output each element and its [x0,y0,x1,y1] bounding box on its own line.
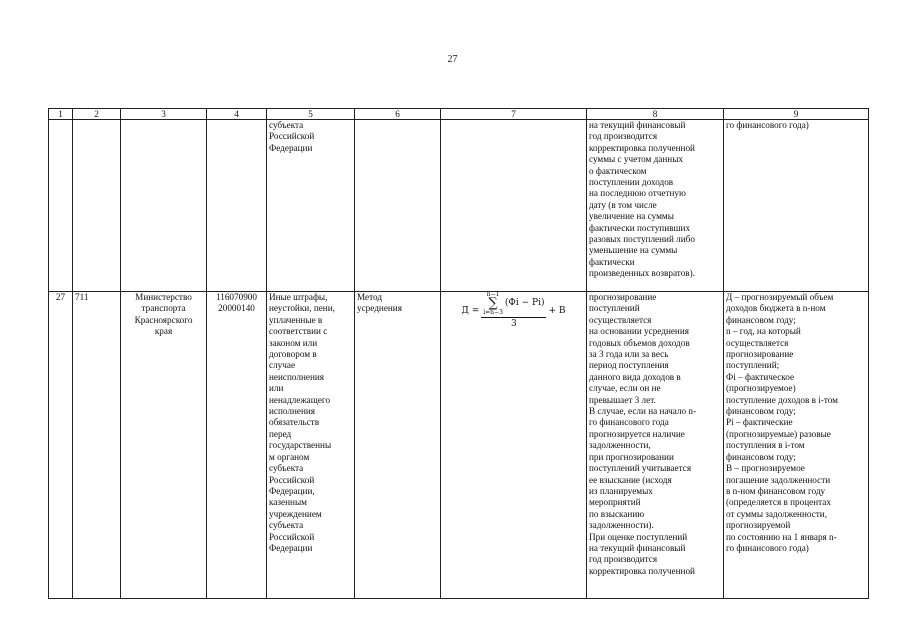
sum-lower-limit: i=n−3 [483,309,503,316]
formula-rhs: + В [548,305,566,316]
header-cell-2: 2 [73,109,121,120]
cell-kbk-code: 116070900 20000140 [207,292,267,599]
header-cell-9: 9 [724,109,869,120]
cell-admin-code: 711 [73,292,121,599]
table-row-27 [49,292,869,599]
cell-administrator: Министерство транспорта Красноярского края [121,292,207,599]
header-cell-5: 5 [267,109,355,120]
sum-body: (Фi − Pi) [504,298,545,309]
header-cell-7: 7 [441,109,587,120]
cell-calculation-method: Метод усреднения [355,292,441,599]
cell-empty [441,120,587,292]
cell-empty [73,120,121,292]
sum-upper-limit: n−1 [486,291,500,298]
cell-description-continued: на текущий финансовый год производится корректировка полученной суммы с учетом данных о фактическом поступлении доходов на последнюю отчетную дату (в том числе увеличение на суммы фактически поступивших разовых поступлений либо уменьшение на суммы фактически произведенных возвратов). [587,120,724,292]
formula-lhs: Д = [461,305,480,316]
formula-fraction [481,292,546,330]
header-cell-1: 1 [49,109,73,120]
cell-description: прогнозирование поступлений осуществляется на основании усреднения годовых объемов доходов за 3 года или за весь период поступления данного вида доходов в случае, если он не превышает 3 лет. В случае, если на начало n- го финансового года прогнозируется наличие задолженности, при прогнозировании поступлений учитывается ее взыскание (исходя из планируемых мероприятий по взысканию задолженности). При оценке поступлений на текущий финансовый год производится корректировка полученной [587,292,724,599]
cell-empty [121,120,207,292]
cell-row-number: 27 [49,292,73,599]
table-header-row [49,109,869,120]
cell-empty [49,120,73,292]
header-cell-8: 8 [587,109,724,120]
formula-denominator: 3 [510,319,517,329]
cell-income-name: Иные штрафы, неустойки, пени, уплаченные в соответствии с законом или договором в случае неисполнения или ненадлежащего исполнения обязательств перед государственны м органом субъекта Российской Федерации, казенным учреждением субъекта Российской Федерации [267,292,355,599]
cell-legend: Д – прогнозируемый объем доходов бюджета в n-ном финансовом году; n – год, на который осуществляется прогнозирование поступлений; Фi – фактическое (прогнозируемое) поступление доходов в i-том финансовом году; Pi – фактические (прогнозируемые) разовые поступления в i-том финансовом году; В – прогнозируемое погашение задолженности в n-ном финансовом году (определяется в процентах от суммы задолженности, прогнозируемой по состоянию на 1 января n- го финансового года) [724,292,869,599]
cell-empty [207,120,267,292]
formula-numerator [481,292,546,318]
header-cell-6: 6 [355,109,441,120]
sigma-symbol: n−1 ∑ i=n−3 [483,291,503,316]
page-number: 27 [447,54,458,65]
table-row-continuation [49,120,869,292]
cell-formula [441,292,587,599]
revenue-forecast-table [48,108,869,599]
cell-income-name-continued: субъекта Российской Федерации [267,120,355,292]
cell-legend-continued: го финансового года) [724,120,869,292]
cell-empty [355,120,441,292]
header-cell-3: 3 [121,109,207,120]
header-cell-4: 4 [207,109,267,120]
forecast-formula [443,292,584,330]
